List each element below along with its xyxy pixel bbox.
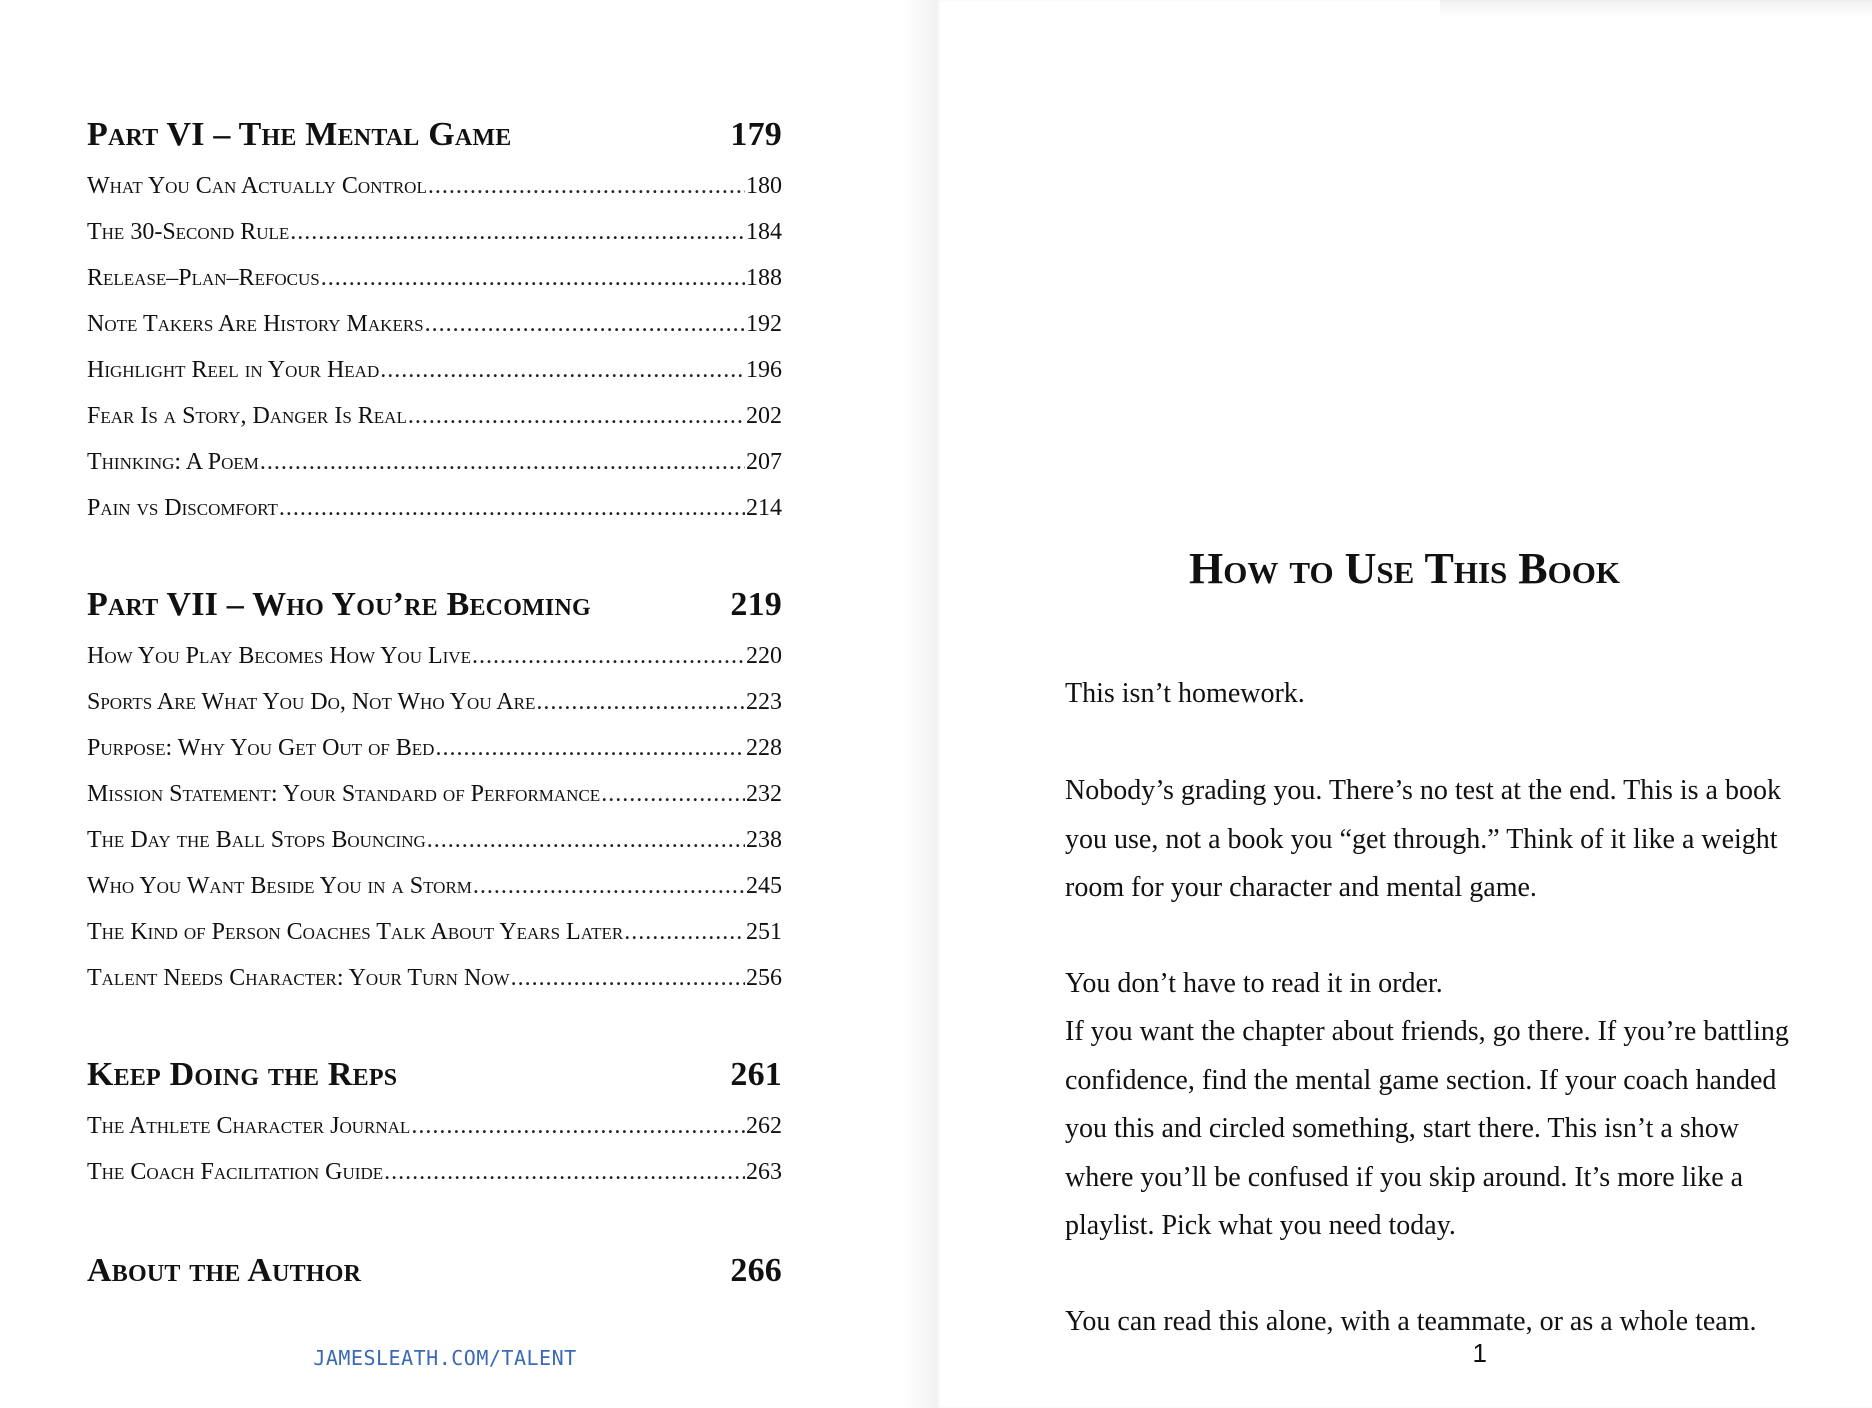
toc-entry-title: What You Can Actually Control <box>87 173 427 199</box>
body-paragraph: This isn’t homework. <box>1065 678 1305 709</box>
toc-entry-page: 232 <box>746 781 782 807</box>
toc-part-title: Part VII – Who You’re Becoming <box>87 586 591 623</box>
toc-entry-title: The Coach Facilitation Guide <box>87 1159 384 1185</box>
body-paragraph: You don’t have to read it in order. <box>1065 968 1443 999</box>
toc-entry-title: The Athlete Character Journal <box>87 1113 411 1139</box>
toc-entry-page: 184 <box>746 219 782 245</box>
toc-leader-dots <box>380 357 745 384</box>
toc-part-page: 261 <box>730 1056 782 1093</box>
toc-leader-dots <box>321 265 745 292</box>
toc-entry[interactable] <box>87 827 782 854</box>
toc-entry-page: 214 <box>746 495 782 521</box>
toc-leader-dots <box>536 689 745 716</box>
toc-entry[interactable] <box>87 1159 782 1186</box>
toc-entry[interactable] <box>87 965 782 992</box>
toc-entry[interactable] <box>87 449 782 476</box>
toc-entry-title: The Kind of Person Coaches Talk About Years Later <box>87 919 624 945</box>
toc-entry-page: 180 <box>746 173 782 199</box>
toc-entry[interactable] <box>87 265 782 292</box>
toc-entry[interactable] <box>87 311 782 338</box>
toc-part-title: About the Author <box>87 1252 362 1289</box>
toc-entry[interactable] <box>87 873 782 900</box>
toc-entry-page: 223 <box>746 689 782 715</box>
toc-leader-dots <box>428 173 745 200</box>
toc-leader-dots <box>435 735 745 762</box>
toc-leader-dots <box>290 219 745 246</box>
toc-entry[interactable] <box>87 219 782 246</box>
toc-leader-dots <box>472 643 745 670</box>
toc-entry-page: 220 <box>746 643 782 669</box>
toc-leader-dots <box>427 827 745 854</box>
toc-entry-page: 196 <box>746 357 782 383</box>
body-paragraph: If you want the chapter about friends, go there. If you’re battling confidence, find the mental game section. If your coach handed you this and circled something, start there. This isn’t a show where you’ll be confused if you skip around. It’s more like a playlist. Pick what you need today. <box>1065 1016 1789 1241</box>
body-paragraph: You can read this alone, with a teammate, or as a whole team. <box>1065 1306 1757 1337</box>
toc-entry-title: Sports Are What You Do, Not Who You Are <box>87 689 536 715</box>
toc-entry[interactable] <box>87 173 782 200</box>
toc-entry-title: Mission Statement: Your Standard of Performance <box>87 781 601 807</box>
page-number: 1 <box>1472 1338 1487 1368</box>
toc-entry-title: Purpose: Why You Get Out of Bed <box>87 735 435 761</box>
toc-entry-page: 188 <box>746 265 782 291</box>
toc-leader-dots <box>260 449 745 476</box>
toc-leader-dots <box>425 311 745 338</box>
toc-entry-page: 228 <box>746 735 782 761</box>
toc-leader-dots <box>411 1113 745 1140</box>
toc-entry[interactable] <box>87 357 782 384</box>
toc-part-title: Keep Doing the Reps <box>87 1056 398 1093</box>
toc-entry[interactable] <box>87 919 782 946</box>
chapter-title: How to Use This Book <box>1189 544 1620 593</box>
toc-entry-page: 262 <box>746 1113 782 1139</box>
page-shadow <box>1440 0 1872 18</box>
toc-entry-title: Highlight Reel in Your Head <box>87 357 380 383</box>
toc-entry-page: 192 <box>746 311 782 337</box>
toc-part-page: 219 <box>730 586 782 623</box>
toc-entry-page: 263 <box>746 1159 782 1185</box>
toc-entry[interactable] <box>87 403 782 430</box>
footer-website-link[interactable]: JAMESLEATH.COM/TALENT <box>313 1346 577 1370</box>
toc-leader-dots <box>408 403 745 430</box>
toc-part-title: Part VI – The Mental Game <box>87 116 512 153</box>
body-paragraph: Nobody’s grading you. There’s no test at the end. This is a book you use, not a book you “get through.” Think of it like a weight room for your character and mental game. <box>1065 775 1781 903</box>
toc-leader-dots <box>511 965 745 992</box>
toc-part-page: 179 <box>730 116 782 153</box>
toc-entry-title: Fear Is a Story, Danger Is Real <box>87 403 407 429</box>
toc-entry-page: 202 <box>746 403 782 429</box>
toc-entry-title: The 30-Second Rule <box>87 219 290 245</box>
toc-entry-title: Thinking: A Poem <box>87 449 259 475</box>
toc-leader-dots <box>384 1159 745 1186</box>
toc-entry-title: Pain vs Discomfort <box>87 495 278 521</box>
toc-leader-dots <box>601 781 745 808</box>
toc-part-heading[interactable] <box>87 1056 782 1094</box>
toc-entry[interactable] <box>87 1113 782 1140</box>
toc-part-heading[interactable] <box>87 1252 782 1290</box>
toc-entry-page: 256 <box>746 965 782 991</box>
toc-entry-title: Talent Needs Character: Your Turn Now <box>87 965 510 991</box>
toc-leader-dots <box>279 495 745 522</box>
page-gutter <box>900 0 940 1408</box>
toc-leader-dots <box>473 873 745 900</box>
toc-entry-title: The Day the Ball Stops Bouncing <box>87 827 426 853</box>
toc-entry-title: How You Play Becomes How You Live <box>87 643 471 669</box>
toc-entry-title: Release–Plan–Refocus <box>87 265 320 291</box>
toc-leader-dots <box>624 919 745 946</box>
toc-entry-page: 207 <box>746 449 782 475</box>
toc-entry[interactable] <box>87 643 782 670</box>
toc-entry[interactable] <box>87 495 782 522</box>
toc-part-heading[interactable] <box>87 586 782 624</box>
toc-entry[interactable] <box>87 735 782 762</box>
toc-entry-page: 245 <box>746 873 782 899</box>
toc-entry-title: Note Takers Are History Makers <box>87 311 424 337</box>
toc-entry-page: 238 <box>746 827 782 853</box>
toc-entry[interactable] <box>87 781 782 808</box>
toc-entry-title: Who You Want Beside You in a Storm <box>87 873 472 899</box>
toc-entry[interactable] <box>87 689 782 716</box>
toc-entry-page: 251 <box>746 919 782 945</box>
toc-part-heading[interactable] <box>87 116 782 154</box>
toc-part-page: 266 <box>730 1252 782 1289</box>
